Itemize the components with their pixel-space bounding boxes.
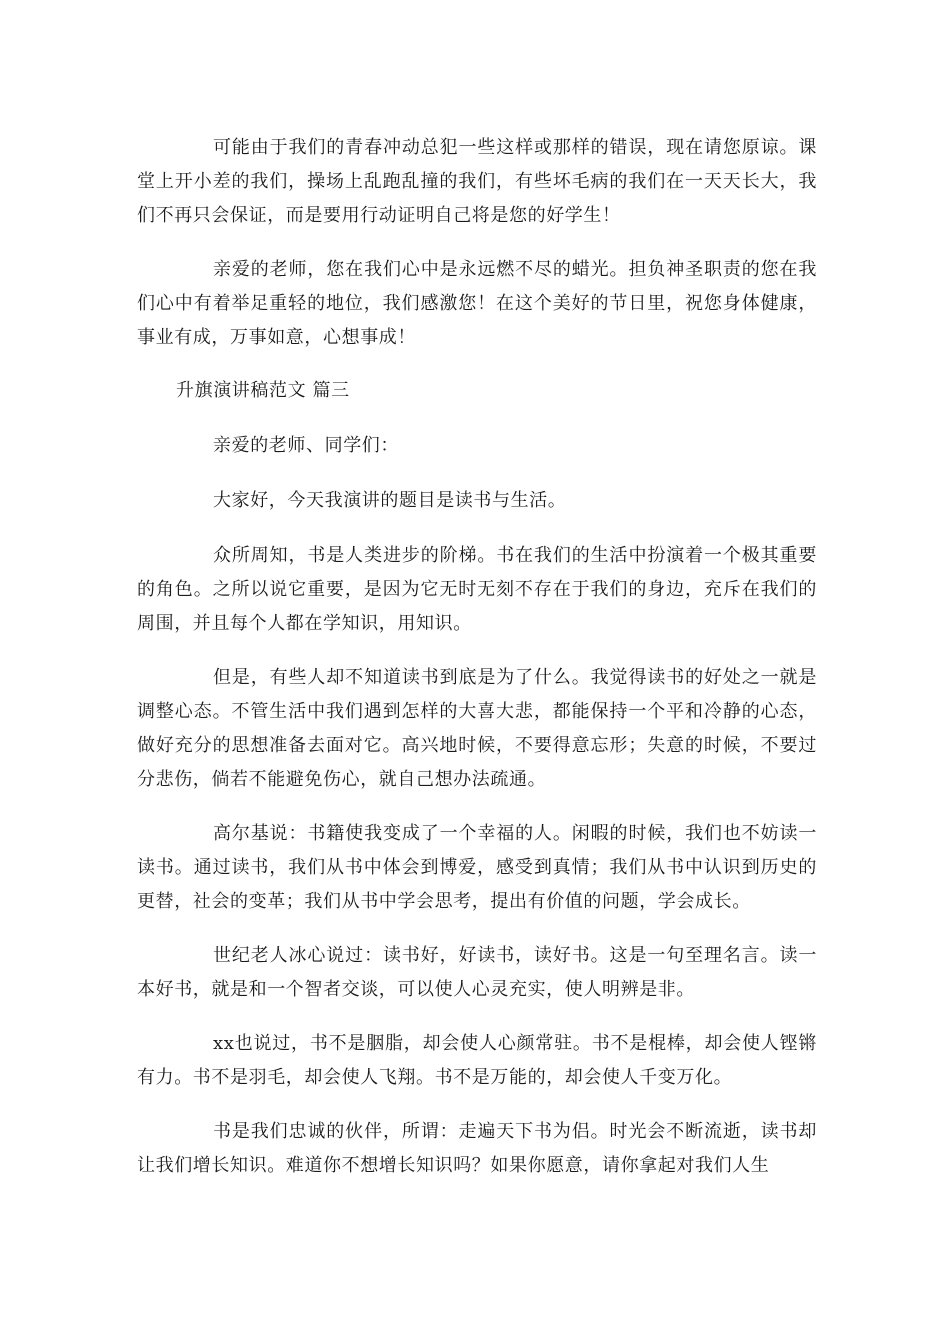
section-heading: 升旗演讲稿范文 篇三 [176, 380, 350, 401]
paragraph-thanks: 亲爱的老师，您在我们心中是永远燃不尽的蜡光。担负神圣职责的您在我们心中有着举足重轻的地位，我们感激您！在这个美好的节日里，祝您身体健康，事业有成，万事如意，心想事成！ [137, 259, 817, 348]
paragraph-intro: 大家好，今天我演讲的题目是读书与生活。 [213, 490, 567, 511]
paragraph-apology: 可能由于我们的青春冲动总犯一些这样或那样的错误，现在请您原谅。课堂上开小差的我们，操场上乱跑乱撞的我们，有些坏毛病的我们在一天天长大，我们不再只会保证，而是要用行动证明自己将是您的好学生！ [137, 137, 817, 226]
paragraph-gorky: 高尔基说：书籍使我变成了一个幸福的人。闲暇的时候，我们也不妨读一读书。通过读书，我们从书中体会到博爱，感受到真情；我们从书中认识到历史的更替，社会的变革；我们从书中学会思考，提出有价值的问题，学会成长。 [137, 823, 817, 912]
paragraph-books-ladder: 众所周知，书是人类进步的阶梯。书在我们的生活中扮演着一个极其重要的角色。之所以说它重要，是因为它无时无刻不存在于我们的身边，充斥在我们的周围，并且每个人都在学知识，用知识。 [137, 545, 817, 634]
paragraph-bingxin: 世纪老人冰心说过：读书好，好读书，读好书。这是一句至理名言。读一本好书，就是和一个智者交谈，可以使人心灵充实，使人明辨是非。 [137, 945, 817, 1000]
paragraph-companion: 书是我们忠诚的伙伴，所谓：走遍天下书为侣。时光会不断流逝，读书却让我们增长知识。难道你不想增长知识吗？如果你愿意，请你拿起对我们人生 [137, 1121, 817, 1176]
paragraph-greeting: 亲爱的老师、同学们： [213, 435, 399, 456]
paragraph-xx-quote: xx也说过，书不是胭脂，却会使人心颜常驻。书不是棍棒，却会使人铿锵有力。书不是羽毛，却会使人飞翔。书不是万能的，却会使人千变万化。 [137, 1033, 817, 1088]
paragraph-mindset: 但是，有些人却不知道读书到底是为了什么。我觉得读书的好处之一就是调整心态。不管生活中我们遇到怎样的大喜大悲，都能保持一个平和冷静的心态，做好充分的思想准备去面对它。高兴地时候，不要得意忘形；失意的时候，不要过分悲伤，倘若不能避免伤心，就自己想办法疏通。 [137, 667, 817, 790]
